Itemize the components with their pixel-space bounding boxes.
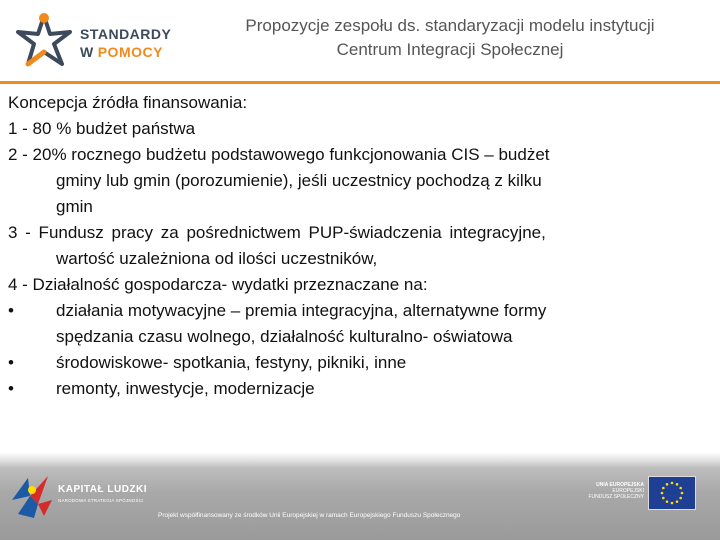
slide-title (185, 14, 715, 62)
eu-text-line1: UNIA EUROPEJSKA (596, 482, 644, 488)
slide-title-line1: Propozycje zespołu ds. standaryzacji modelu instytucji (245, 16, 655, 35)
logo-text-pomocy: POMOCY (97, 44, 163, 60)
logo-text-standardy: STANDARDY (80, 26, 172, 42)
kapital-ludzki-logo-icon (8, 470, 54, 520)
eu-star (679, 497, 682, 500)
bullet-item-1-line1: działania motywacyjne – premia integracyjna, alternatywne formy (56, 301, 547, 320)
eu-star (676, 500, 679, 503)
funding-item-3-line1: 3 - Fundusz pracy za pośrednictwem PUP-świadczenia integracyjne, (8, 223, 546, 242)
logo-text-w-pomocy (80, 44, 163, 60)
bullet-item-3-text: remonty, inwestycje, modernizacje (56, 379, 315, 398)
slide-body (8, 90, 708, 402)
funding-item-2-line3: gmin (56, 197, 93, 216)
eu-flag-icon (648, 476, 696, 510)
funding-item-2-line1: 2 - 20% rocznego budżetu podstawowego funkcjonowania CIS – budżet (8, 145, 550, 164)
funding-item-4: 4 - Działalność gospodarcza- wydatki przeznaczane na: (8, 275, 428, 294)
eu-star (679, 487, 682, 490)
bullet-item-1 (8, 298, 708, 350)
eu-star (666, 483, 669, 486)
funding-item-2-line2: gminy lub gmin (porozumienie), jeśli uczestnicy pochodzą z kilku (56, 171, 542, 190)
eu-star (671, 502, 674, 505)
kapital-ludzki-title: KAPITAŁ LUDZKI (58, 484, 148, 495)
bullet-item-2-text: środowiskowe- spotkania, festyny, pikniki, inne (56, 353, 407, 372)
bullet-item-2 (8, 350, 708, 376)
kapital-ludzki-subtitle: NARODOWA STRATEGIA SPÓJNOŚCI (58, 498, 144, 503)
bullet-item-1-line2: spędzania czasu wolnego, działalność kulturalno- oświatowa (56, 327, 513, 346)
header-divider (0, 81, 720, 84)
eu-star (662, 487, 665, 490)
eu-text-line2: EUROPEJSKI (612, 488, 644, 494)
star-figure-icon (14, 12, 78, 70)
eu-star (661, 492, 664, 495)
funding-item-3-line2: wartość uzależniona od ilości uczestników, (56, 249, 378, 268)
body-heading: Koncepcja źródła finansowania: (8, 93, 248, 112)
eu-star (681, 492, 684, 495)
eu-text-line3: FUNDUSZ SPOŁECZNY (588, 494, 644, 500)
funding-item-1: 1 - 80 % budżet państwa (8, 119, 196, 138)
eu-star (662, 497, 665, 500)
bullet-dot: • (8, 353, 14, 372)
eu-text-block (568, 482, 644, 500)
eu-stars-icon (649, 477, 695, 509)
bullet-dot: • (8, 301, 14, 320)
footer-fade (0, 452, 720, 468)
standardy-w-pomocy-logo (14, 12, 184, 70)
eu-star (666, 500, 669, 503)
slide-title-line2: Centrum Integracji Społecznej (336, 40, 564, 59)
slide-header (0, 0, 720, 84)
cofinancing-note: Projekt współfinansowany ze środków Unii Europejskiej w ramach Europejskiego Funduszu Społecznego (158, 512, 461, 519)
logo-text-w: W (80, 44, 94, 60)
eu-star (671, 482, 674, 485)
bullet-dot: • (8, 379, 14, 398)
bullet-item-3 (8, 376, 708, 402)
eu-star (676, 483, 679, 486)
